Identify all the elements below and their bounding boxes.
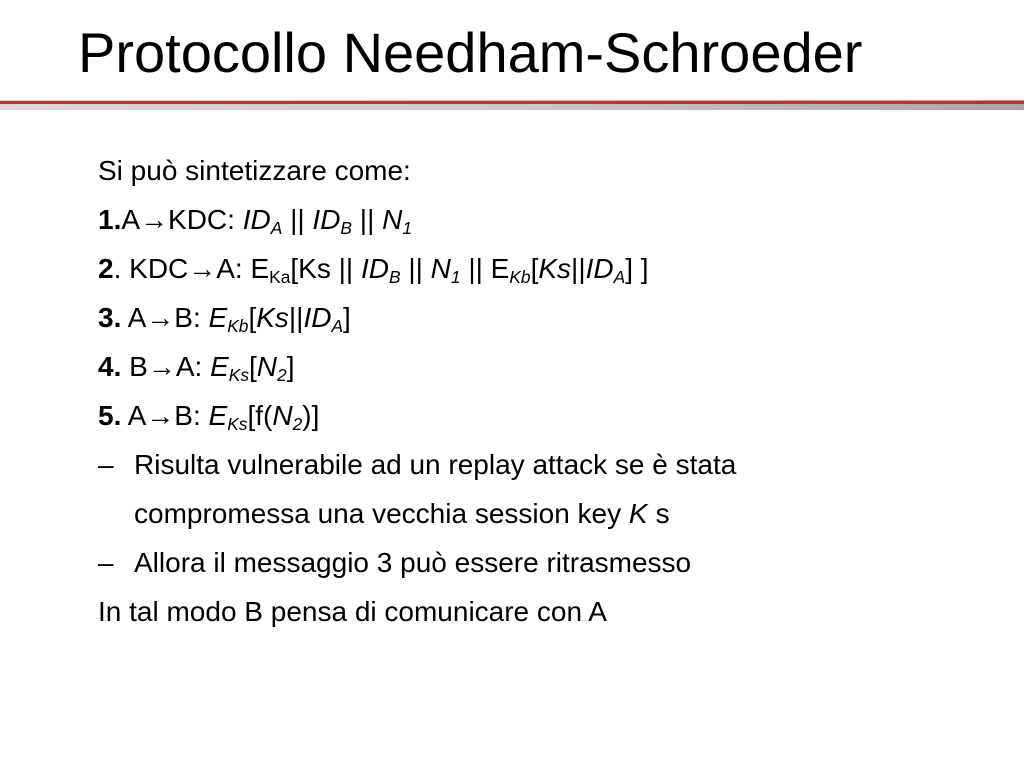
bullet-replay-attack-cont: compromessa una vecchia session key K s xyxy=(134,498,670,529)
protocol-step-3: 3. A→B: $E_{Kb}[Ks||ID_A]$ xyxy=(98,302,351,336)
dash-bullet-icon: – xyxy=(98,547,114,578)
slide-title: Protocollo Needham-Schroeder xyxy=(78,21,863,84)
step-number: 2 xyxy=(98,253,114,284)
bullet-replay-attack: – Risulta vulnerabile ad un replay attack se è stata xyxy=(98,440,998,489)
protocol-step-2: 2. KDC→A: $E_{Ka}[Ks$ || $ID_B$ || $N_1$ || $E_{Kb}[Ks||ID_A]$ ] xyxy=(98,253,649,287)
step-number: 4. xyxy=(98,351,122,382)
dash-bullet-icon: – xyxy=(98,449,114,480)
step-number: 1. xyxy=(98,204,122,235)
step-number: 5. xyxy=(98,400,122,431)
protocol-step-5: 5. A→B: $E_{Ks}[f(N_2)]$ xyxy=(98,400,320,434)
intro-line: Si può sintetizzare come: xyxy=(98,155,411,186)
step-number: 3. xyxy=(98,302,122,333)
protocol-step-1: 1.A→KDC: $ID_A$ || $ID_B$ || $N_1$ xyxy=(98,204,413,238)
bullet-message-resend: – Allora il messaggio 3 può essere ritrasmesso xyxy=(98,538,998,587)
slide-body xyxy=(98,146,998,636)
conclusion-line: In tal modo B pensa di comunicare con A xyxy=(98,596,607,627)
title-divider xyxy=(0,100,1024,110)
protocol-step-4: 4. B→A: $E_{Ks}[N_2]$ xyxy=(98,351,295,385)
